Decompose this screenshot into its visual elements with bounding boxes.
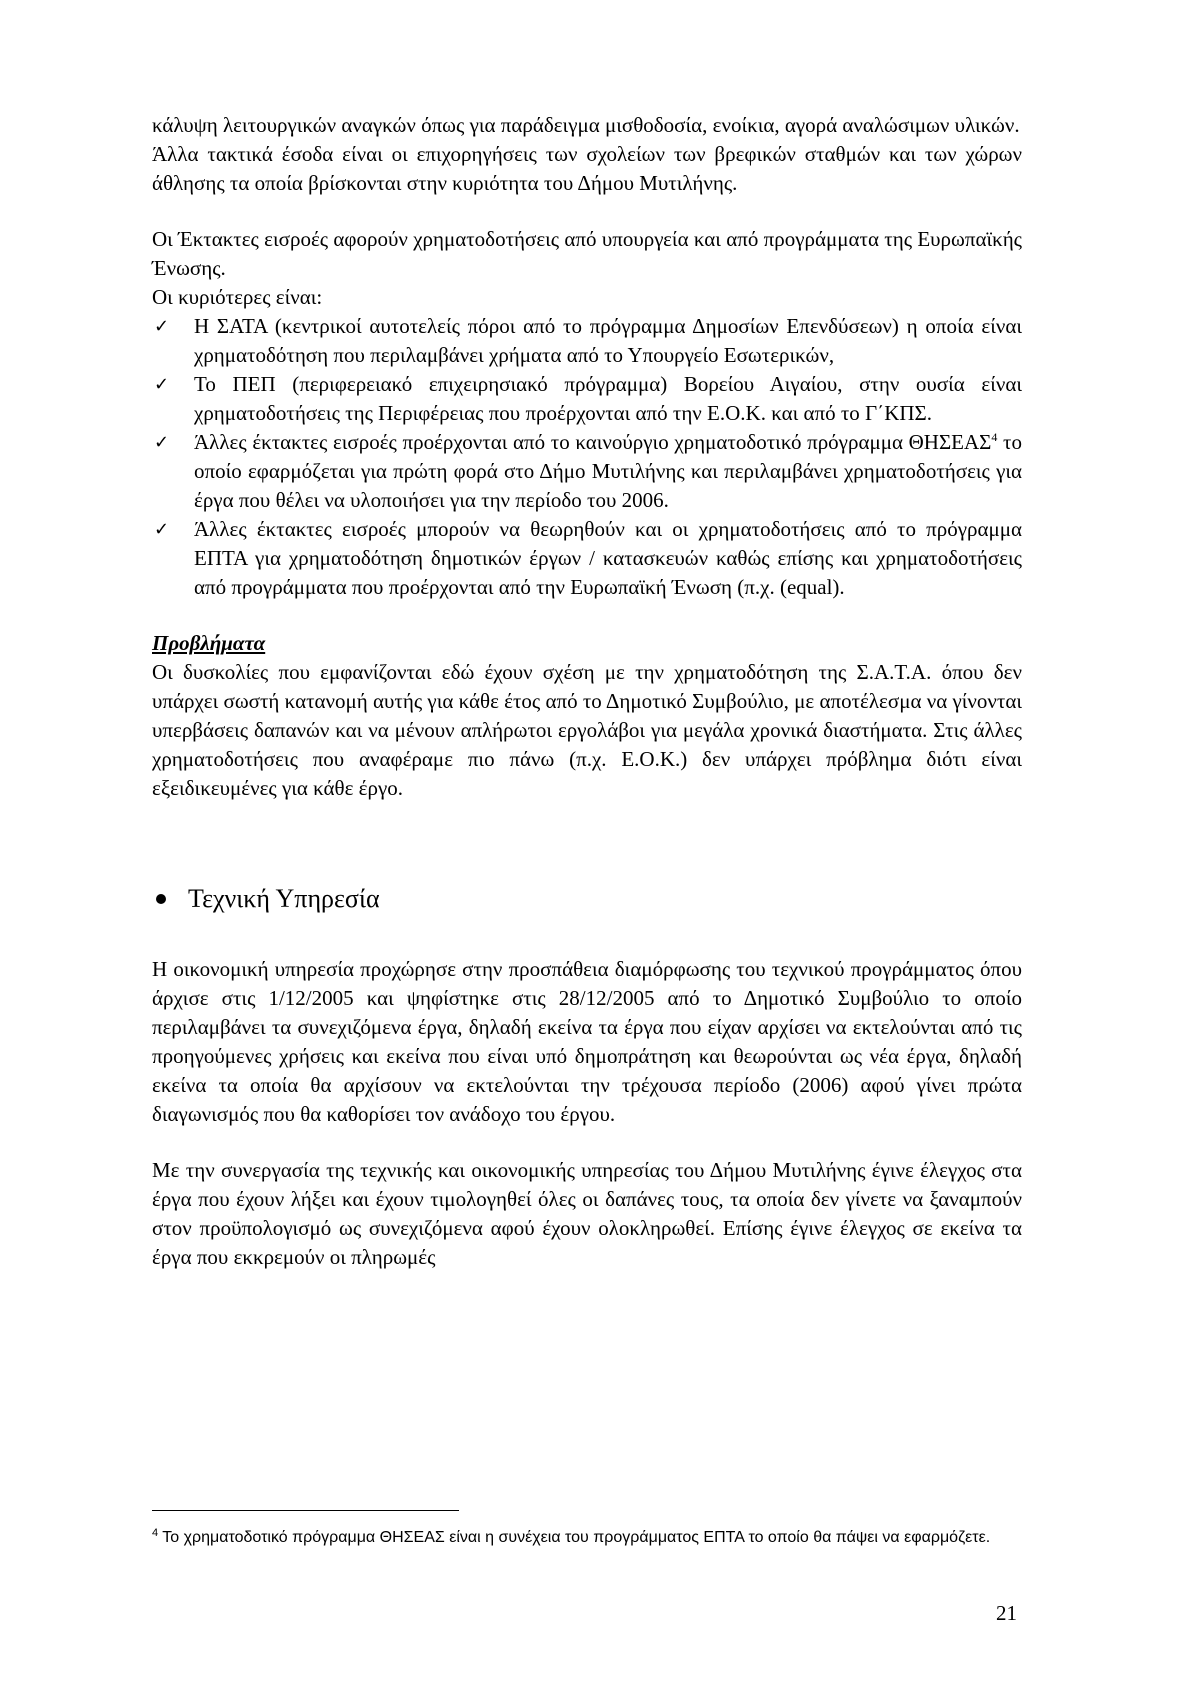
- technical-service-paragraph-2: Με την συνεργασία της τεχνικής και οικονομικής υπηρεσίας του Δήμου Μυτιλήνης έγινε έλεγχος στα έργα που έχουν λήξει και έχουν τιμολογηθεί όλες οι δαπάνες τους, τα οποία δεν γίνετε να ξαναμπούν στον προϋπολογισμό ως συνεχιζόμενα αφού έχουν ολοκληρωθεί. Επίσης έγινε έλεγχος σε εκείνα τα έργα που εκκρεμούν οι πληρωμές: [152, 1158, 1022, 1269]
- problems-paragraph: Οι δυσκολίες που εμφανίζονται εδώ έχουν σχέση με την χρηματοδότηση της Σ.Α.Τ.Α. όπου δεν υπάρχει σωστή κατανομή αυτής για κάθε έτος από το Δημοτικό Συμβούλιο, με αποτέλεσμα να γίνονται υπερβάσεις δαπανών και να μένουν απλήρωτοι εργολάβοι για μεγάλα χρονικά διαστήματα. Στις άλλες χρηματοδοτήσεις που αναφέραμε πιο πάνω (π.χ. Ε.Ο.Κ.) δεν υπάρχει πρόβλημα διότι είναι εξειδικευμένες για κάθε έργο.: [152, 660, 1022, 800]
- footnote-reference: 4: [991, 430, 998, 444]
- footnote-text: Το χρηματοδοτικό πρόγραμμα ΘΗΣΕΑΣ είναι η συνέχεια του προγράμματος ΕΠΤΑ το οποίο θα πάψει να εφαρμόζετε.: [162, 1529, 991, 1546]
- checkmark-icon: ✓: [154, 374, 170, 395]
- checklist-item-text: Άλλες έκτακτες εισροές μπορούν να θεωρηθούν και οι χρηματοδοτήσεις από το πρόγραμμα ΕΠΤΑ για χρηματοδότηση δημοτικών έργων / κατασκευών καθώς επίσης και χρηματοδοτήσεις από προγράμματα που προέρχονται από την Ευρωπαϊκή Ένωση (π.χ. (equal).: [194, 517, 1022, 599]
- funding-checklist: [152, 312, 1022, 602]
- footnote-number: 4: [152, 1527, 159, 1539]
- paragraph-main-ones: Οι κυριότερες είναι:: [152, 285, 323, 309]
- section-heading: [152, 883, 1022, 915]
- checklist-item: [152, 312, 1022, 370]
- page-body: [152, 111, 1022, 1272]
- checkmark-icon: ✓: [154, 519, 170, 540]
- checkmark-icon: ✓: [154, 316, 170, 337]
- paragraph-other-revenue: Άλλα τακτικά έσοδα είναι οι επιχορηγήσεις των σχολείων των βρεφικών σταθμών και των χώρων άθλησης τα οποία βρίσκονται στην κυριότητα του Δήμου Μυτιλήνης.: [152, 142, 1022, 195]
- bullet-icon: [156, 894, 166, 904]
- section-title: Τεχνική Υπηρεσία: [188, 884, 380, 913]
- checklist-item-text-continued: το οποίο εφαρμόζεται για πρώτη φορά στο Δήμο Μυτιλήνης και περιλαμβάνει χρηματοδοτήσεις για έργα που θέλει να υλοποιήσει για την περίοδο του 2006.: [194, 430, 1022, 512]
- paragraph-operating-needs: κάλυψη λειτουργικών αναγκών όπως για παράδειγμα μισθοδοσία, ενοίκια, αγορά αναλώσιμων υλικών.: [152, 113, 1020, 137]
- checkmark-icon: ✓: [154, 432, 170, 453]
- checklist-item-text: Η ΣΑΤΑ (κεντρικοί αυτοτελείς πόροι από το πρόγραμμα Δημοσίων Επενδύσεων) η οποία είναι χρηματοδότηση που περιλαμβάνει χρήματα από το Υπουργείο Εσωτερικών,: [194, 314, 1022, 367]
- checklist-item-text: Το ΠΕΠ (περιφερειακό επιχειρησιακό πρόγραμμα) Βορείου Αιγαίου, στην ουσία είναι χρηματοδοτήσεις της Περιφέρειας που προέρχονται από την Ε.Ο.Κ. και από το Γ΄ΚΠΣ.: [194, 372, 1022, 425]
- checklist-item: [152, 428, 1022, 515]
- paragraph-extraordinary-inflows: Οι Έκτακτες εισροές αφορούν χρηματοδοτήσεις από υπουργεία και από προγράμματα της Ευρωπαϊκής Ένωσης.: [152, 227, 1022, 280]
- problems-heading: Προβλήματα: [152, 631, 266, 655]
- checklist-item: [152, 370, 1022, 428]
- footnote: [152, 1527, 1032, 1548]
- checklist-item: [152, 515, 1022, 602]
- technical-service-paragraph-1: Η οικονομική υπηρεσία προχώρησε στην προσπάθεια διαμόρφωσης του τεχνικού προγράμματος όπου άρχισε στις 1/12/2005 και ψηφίστηκε στις 28/12/2005 από το Δημοτικό Συμβούλιο το οποίο περιλαμβάνει τα συνεχιζόμενα έργα, δηλαδή εκείνα τα έργα που είχαν αρχίσει να εκτελούνται από τις προηγούμενες χρήσεις και εκείνα που είναι υπό δημοπράτηση και θεωρούνται ως νέα έργα, δηλαδή εκείνα τα οποία θα αρχίσουν να εκτελούνται την τρέχουσα περίοδο (2006) αφού γίνει πρώτα διαγωνισμός που θα καθορίσει τον ανάδοχο του έργου.: [152, 957, 1022, 1126]
- page-number: 21: [996, 1601, 1017, 1625]
- footnote-separator: [152, 1510, 459, 1511]
- checklist-item-text: Άλλες έκτακτες εισροές προέρχονται από το καινούργιο χρηματοδοτικό πρόγραμμα ΘΗΣΕΑΣ: [194, 430, 992, 454]
